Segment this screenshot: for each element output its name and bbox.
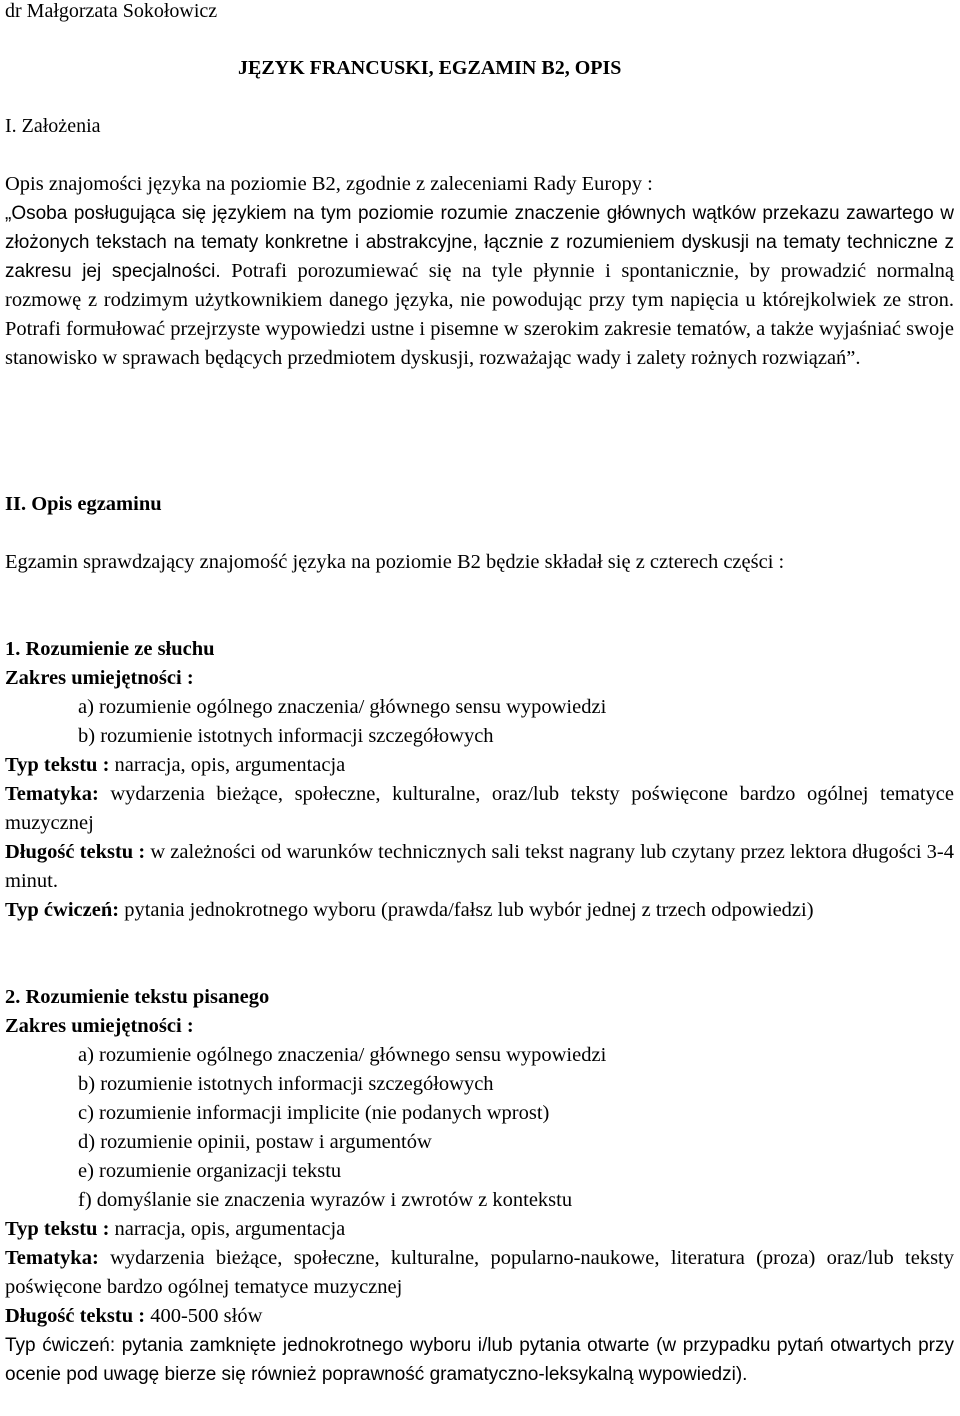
- length-label: Długość tekstu :: [5, 1305, 146, 1327]
- quote-sans-part: „Osoba posługująca się językiem na tym poziomie rozumie znaczenie głównych wątków przekazu zawartego w złożonych tekstach na tematy konkretne i abstrakcyjne, łącznie z rozumieniem dyskusji na tematy techniczne z zakresu jej specjalności.: [5, 203, 954, 282]
- section-2-intro: Egzamin sprawdzający znajomość języka na poziomie B2 będzie składał się z czterech części :: [5, 551, 785, 573]
- list-item: b) rozumienie istotnych informacji szczegółowych: [78, 725, 494, 747]
- length-label: Długość tekstu :: [5, 841, 146, 863]
- section-1-intro: Opis znajomości języka na poziomie B2, zgodnie z zaleceniami Rady Europy :: [5, 173, 653, 195]
- text-type-value: narracja, opis, argumentacja: [109, 754, 346, 776]
- list-item: e) rozumienie organizacji tekstu: [78, 1160, 342, 1182]
- text-type-label: Typ tekstu :: [5, 1218, 110, 1240]
- part-2-text-type: [5, 1215, 954, 1244]
- quote-serif-part: Potrafi porozumiewać się na tyle płynnie i spontanicznie, by prowadzić normalną rozmowę z rodzimym użytkownikiem danego języka, nie powodując przy tym napięcia u którejkolwiek ze stron. Potrafi formułować przejrzyste wypowiedzi ustne i pisemne w szerokim zakresie tematów, a także wyjaśniać swoje stanowisko w sprawach będących przedmiotem dyskusji, rozważając wady i zalety rożnych rozwiązań”.: [5, 260, 955, 369]
- part-1-length: [5, 838, 954, 896]
- part-2-exercise: Typ ćwiczeń: pytania zamknięte jednokrotnego wyboru i/lub pytania otwarte (w przypadku pytań otwartych przy ocenie pod uwagę bierze się również poprawność gramatyczno-leksykalną wypowiedzi).: [5, 1335, 954, 1385]
- list-item: a) rozumienie ogólnego znaczenia/ głównego sensu wypowiedzi: [78, 696, 607, 718]
- text-type-label: Typ tekstu :: [5, 754, 110, 776]
- section-2-heading: II. Opis egzaminu: [5, 493, 162, 515]
- section-1-quote: [5, 199, 954, 373]
- list-item: f) domyślanie sie znaczenia wyrazów i zwrotów z kontekstu: [78, 1189, 573, 1211]
- exercise-value: pytania jednokrotnego wyboru (prawda/fałsz lub wybór jednej z trzech odpowiedzi): [119, 899, 814, 921]
- part-2-topics: [5, 1244, 954, 1302]
- document-title: JĘZYK FRANCUSKI, EGZAMIN B2, OPIS: [238, 57, 622, 79]
- topics-value: wydarzenia bieżące, społeczne, kulturalne, popularno-naukowe, literatura (proza) oraz/lub teksty poświęcone bardzo ogólnej tematyce muzycznej: [5, 1247, 954, 1298]
- length-value: w zależności od warunków technicznych sali tekst nagrany lub czytany przez lektora długości 3-4 minut.: [5, 841, 954, 892]
- length-value: 400-500 słów: [145, 1305, 263, 1327]
- topics-label: Tematyka:: [5, 783, 99, 805]
- text-type-value: narracja, opis, argumentacja: [109, 1218, 346, 1240]
- list-item: c) rozumienie informacji implicite (nie podanych wprost): [78, 1102, 550, 1124]
- topics-value: wydarzenia bieżące, społeczne, kulturalne, oraz/lub teksty poświęcone bardzo ogólnej tematyce muzycznej: [5, 783, 954, 834]
- list-item: d) rozumienie opinii, postaw i argumentów: [78, 1131, 432, 1153]
- part-2-heading: 2. Rozumienie tekstu pisanego: [5, 986, 270, 1008]
- part-2-length: [5, 1302, 954, 1331]
- part-1-skills-label: Zakres umiejętności :: [5, 667, 194, 689]
- topics-label: Tematyka:: [5, 1247, 99, 1269]
- exercise-label: Typ ćwiczeń:: [5, 899, 120, 921]
- part-2-skills-label: Zakres umiejętności :: [5, 1015, 194, 1037]
- part-1-topics: [5, 780, 954, 838]
- list-item: a) rozumienie ogólnego znaczenia/ głównego sensu wypowiedzi: [78, 1044, 607, 1066]
- section-1-heading: I. Założenia: [5, 115, 101, 137]
- list-item: b) rozumienie istotnych informacji szczegółowych: [78, 1073, 494, 1095]
- part-1-heading: 1. Rozumienie ze słuchu: [5, 638, 215, 660]
- part-1-skills-list: [5, 693, 954, 751]
- part-1-exercise: [5, 896, 954, 925]
- part-1-text-type: [5, 751, 954, 780]
- part-2-skills-list: [5, 1041, 954, 1215]
- author-name: dr Małgorzata Sokołowicz: [5, 0, 218, 22]
